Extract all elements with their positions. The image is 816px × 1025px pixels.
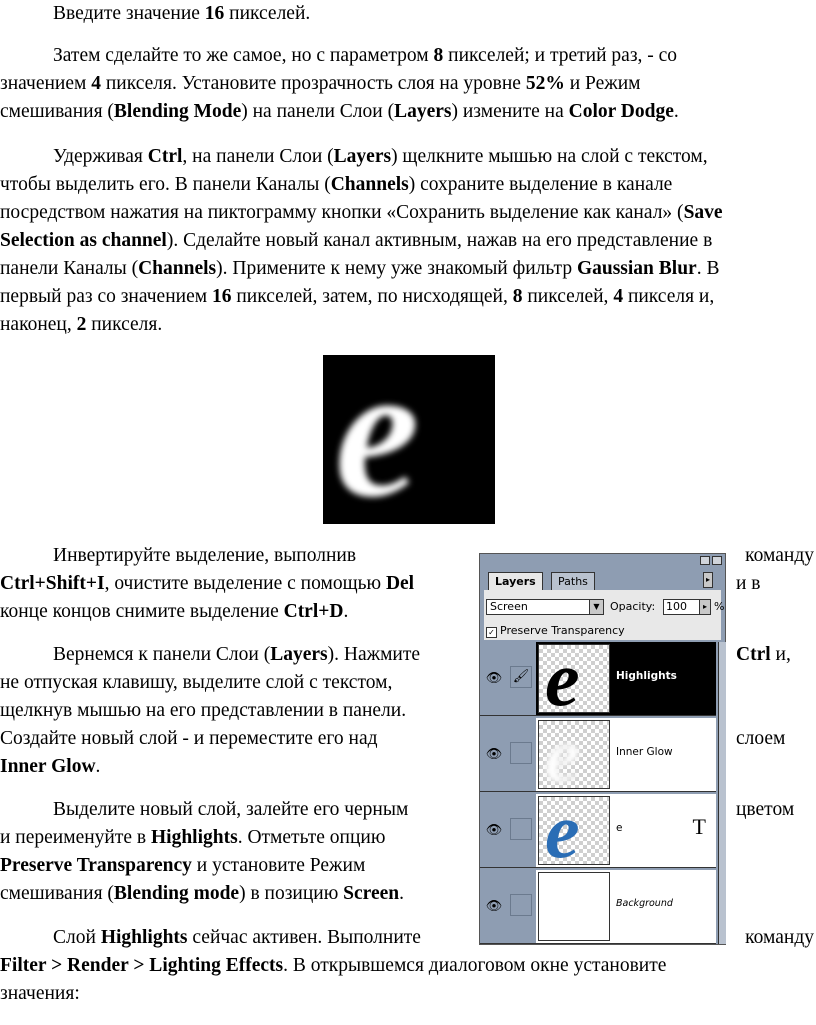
- eye-icon[interactable]: 👁: [485, 823, 503, 838]
- p4-line-2-right: и в: [736, 573, 761, 594]
- p3-line-5: панели Каналы (Channels). Примените к нему уже знакомый фильтр Gaussian Blur. В: [0, 258, 720, 279]
- p3-line-4: Selection as channel). Сделайте новый канал активным, нажав на его представление в: [0, 230, 713, 251]
- link-cell[interactable]: [510, 818, 532, 840]
- preserve-transparency-label: Preserve Transparency: [500, 624, 625, 637]
- p3-line-3: посредством нажатия на пиктограмму кнопки «Сохранить выделение как канал» (Save: [0, 202, 723, 223]
- blend-mode-select[interactable]: [486, 599, 604, 615]
- p6-line-4: смешивания (Blending mode) в позицию Screen.: [0, 883, 405, 904]
- p2-line-2: значением 4 пикселя. Установите прозрачность слоя на уровне 52% и Режим: [0, 73, 641, 94]
- opacity-arrow-icon[interactable]: ▸: [699, 599, 711, 615]
- p2-line-1: Затем сделайте то же самое, но с параметром 8 пикселей; и третий раз, - со: [53, 45, 678, 66]
- layer-thumbnail: [538, 796, 610, 865]
- opacity-suffix: %: [714, 600, 725, 613]
- layers-panel: [479, 553, 726, 945]
- tab-paths[interactable]: Paths: [551, 572, 595, 590]
- svg-text:e: e: [545, 797, 580, 865]
- layer-row-highlights[interactable]: [480, 642, 716, 716]
- layer-name: Highlights: [616, 670, 677, 682]
- layer-content-inner-glow: [536, 718, 716, 791]
- glowing-e-figure: [323, 355, 495, 524]
- p5-line-1: Вернемся к панели Слои (Layers). Нажмите: [53, 644, 421, 665]
- panel-menu-arrow-icon[interactable]: ▸: [703, 572, 713, 588]
- layer-thumbnail: [538, 872, 610, 941]
- layer-row-e[interactable]: [480, 794, 716, 868]
- brush-icon: 🖌: [510, 666, 532, 688]
- p5-line-4: Создайте новый слой - и переместите его над: [0, 728, 378, 749]
- layers-list: [480, 642, 716, 944]
- preserve-transparency-option[interactable]: [486, 624, 625, 638]
- eye-icon[interactable]: 👁: [485, 899, 503, 914]
- minimize-icon[interactable]: [700, 556, 710, 565]
- layer-content-highlights: [536, 642, 716, 715]
- layer-row-background[interactable]: [480, 870, 716, 944]
- p5-line-1-right: Ctrl и,: [736, 644, 791, 665]
- p6-line-2: и переименуйте в Highlights. Отметьте опцию: [0, 827, 386, 848]
- p1-line-1: Введите значение 16 пикселей.: [53, 3, 311, 24]
- p2-line-3: смешивания (Blending Mode) на панели Слои (Layers) измените на Color Dodge.: [0, 101, 679, 122]
- p3-line-7: наконец, 2 пикселя.: [0, 314, 163, 335]
- layer-thumbnail: [538, 720, 610, 789]
- layer-content-background: [536, 870, 716, 943]
- type-layer-icon: T: [692, 814, 706, 839]
- p7-line-1: Слой Highlights сейчас активен. Выполните: [53, 927, 421, 948]
- layer-name: Inner Glow: [616, 746, 673, 758]
- close-icon[interactable]: [712, 556, 722, 565]
- p7-line-2: Filter > Render > Lighting Effects. В открывшемся диалоговом окне установите: [0, 955, 667, 976]
- layer-row-inner-glow[interactable]: [480, 718, 716, 792]
- layer-name: Background: [616, 898, 673, 909]
- layer-content-e: [536, 794, 716, 867]
- opacity-input[interactable]: 100: [663, 599, 701, 615]
- p5-line-3: щелкнув мышью на его представлении в панели.: [0, 700, 407, 721]
- p3-line-1: Удерживая Ctrl, на панели Слои (Layers) щелкните мышью на слой с текстом,: [53, 146, 708, 167]
- layers-scrollbar[interactable]: [718, 642, 726, 944]
- p3-line-2: чтобы выделить его. В панели Каналы (Channels) сохраните выделение в канале: [0, 174, 673, 195]
- p4-line-1: Инвертируйте выделение, выполнив: [53, 545, 357, 566]
- p6-line-3: Preserve Transparency и установите Режим: [0, 855, 366, 876]
- svg-text:e: e: [545, 721, 580, 789]
- p5-line-4-right: слоем: [736, 728, 786, 749]
- panel-title-bar: [480, 554, 725, 568]
- p5-line-5: Inner Glow.: [0, 756, 101, 777]
- link-cell[interactable]: [510, 894, 532, 916]
- e-glyph: e: [335, 355, 420, 524]
- p4-line-1-right: команду: [745, 545, 814, 566]
- link-cell[interactable]: [510, 742, 532, 764]
- chevron-down-icon: ▼: [589, 600, 603, 614]
- p6-line-1: Выделите новый слой, залейте его черным: [53, 799, 409, 820]
- p4-line-2: Ctrl+Shift+I, очистите выделение с помощью Del: [0, 573, 415, 594]
- opacity-label: Opacity:: [610, 600, 656, 613]
- eye-icon[interactable]: 👁: [485, 747, 503, 762]
- svg-text:e: e: [545, 645, 580, 713]
- p6-line-1-right: цветом: [736, 799, 795, 820]
- layer-thumbnail: [538, 644, 610, 713]
- p7-line-3: значения:: [0, 983, 80, 1004]
- layer-name: e: [616, 822, 623, 834]
- p7-line-1-right: команду: [745, 927, 814, 948]
- eye-icon[interactable]: 👁: [485, 671, 503, 686]
- tab-layers[interactable]: Layers: [488, 572, 543, 590]
- preserve-transparency-checkbox[interactable]: ✓: [486, 627, 497, 638]
- p5-line-2: не отпуская клавишу, выделите слой с текстом,: [0, 672, 393, 693]
- blend-mode-value: Screen: [490, 600, 528, 613]
- p3-line-6: первый раз со значением 16 пикселей, затем, по нисходящей, 8 пикселей, 4 пикселя и,: [0, 286, 715, 307]
- p4-line-3: конце концов снимите выделение Ctrl+D.: [0, 601, 349, 622]
